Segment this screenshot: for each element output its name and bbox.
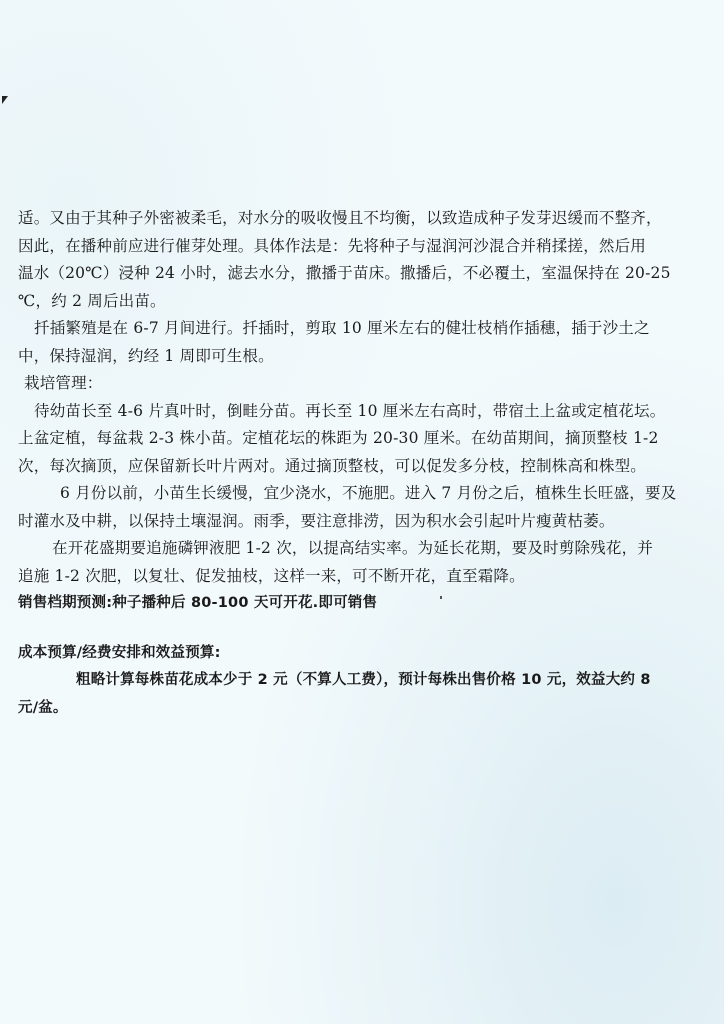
text-line: 上盆定植，每盆栽 2-3 株小苗。定植花坛的株距为 20-30 厘米。在幼苗期间，摘顶整枝 1-2: [18, 429, 659, 447]
document-body: [18, 205, 708, 722]
budget-heading: 成本预算/经费安排和效益预算:: [18, 644, 221, 661]
text-line: 在开花盛期要追施磷钾液肥 1-2 次，以提高结实率。为延长花期，要及时剪除残花，并: [52, 539, 654, 557]
section-heading-cultivation: 栽培管理：: [24, 374, 103, 392]
text-line: 追施 1-2 次肥，以复壮、促发抽枝，这样一来，可不断开花，直至霜降。: [18, 566, 525, 585]
text-line: 因此，在播种前应进行催芽处理。具体作法是：先将种子与湿润河沙混合并稍揉搓，然后用: [18, 236, 647, 255]
spacer: [18, 618, 708, 640]
budget-text: 粗略计算每株苗花成本少于 2 元（不算人工费），预计每株出售价格 10 元，效益大约 8: [76, 672, 651, 688]
text-line: 温水（20℃）浸种 24 小时，滤去水分，撒播于苗床。撒播后，不必覆土，室温保持在 20-25: [18, 264, 671, 282]
text-line: 次，每次摘顶，应保留新长叶片两对。通过摘顶整枝，可以促发多分枝，控制株高和株型。: [18, 456, 647, 475]
text-line: ℃，约 2 周后出苗。: [18, 291, 166, 310]
text-line: 待幼苗长至 4-6 片真叶时，倒畦分苗。再长至 10 厘米左右高时，带宿土上盆或定植花坛。: [34, 401, 666, 420]
text-line: 适。又由于其种子外密被柔毛，对水分的吸收慢且不均衡，以致造成种子发芽迟缓而不整齐，: [18, 209, 662, 227]
text-line: 时灌水及中耕，以保持土壤湿润。雨季，要注意排涝，因为积水会引起叶片瘦黄枯萎。: [18, 511, 615, 530]
text-line: 扦插繁殖是在 6-7 月间进行。扦插时，剪取 10 厘米左右的健壮枝梢作插穗，插于沙土之: [34, 319, 650, 337]
corner-scan-mark: [2, 96, 8, 104]
text-line: 6 月份以前，小苗生长缓慢，宜少浇水，不施肥。进入 7 月份之后，植株生长旺盛，要及: [60, 484, 677, 502]
budget-text: 元/盆。: [18, 699, 68, 716]
text-line: 中，保持湿润，约经 1 周即可生根。: [18, 346, 274, 365]
sales-forecast: 销售档期预测:种子播种后 80-100 天可开花.即可销售: [18, 595, 378, 611]
